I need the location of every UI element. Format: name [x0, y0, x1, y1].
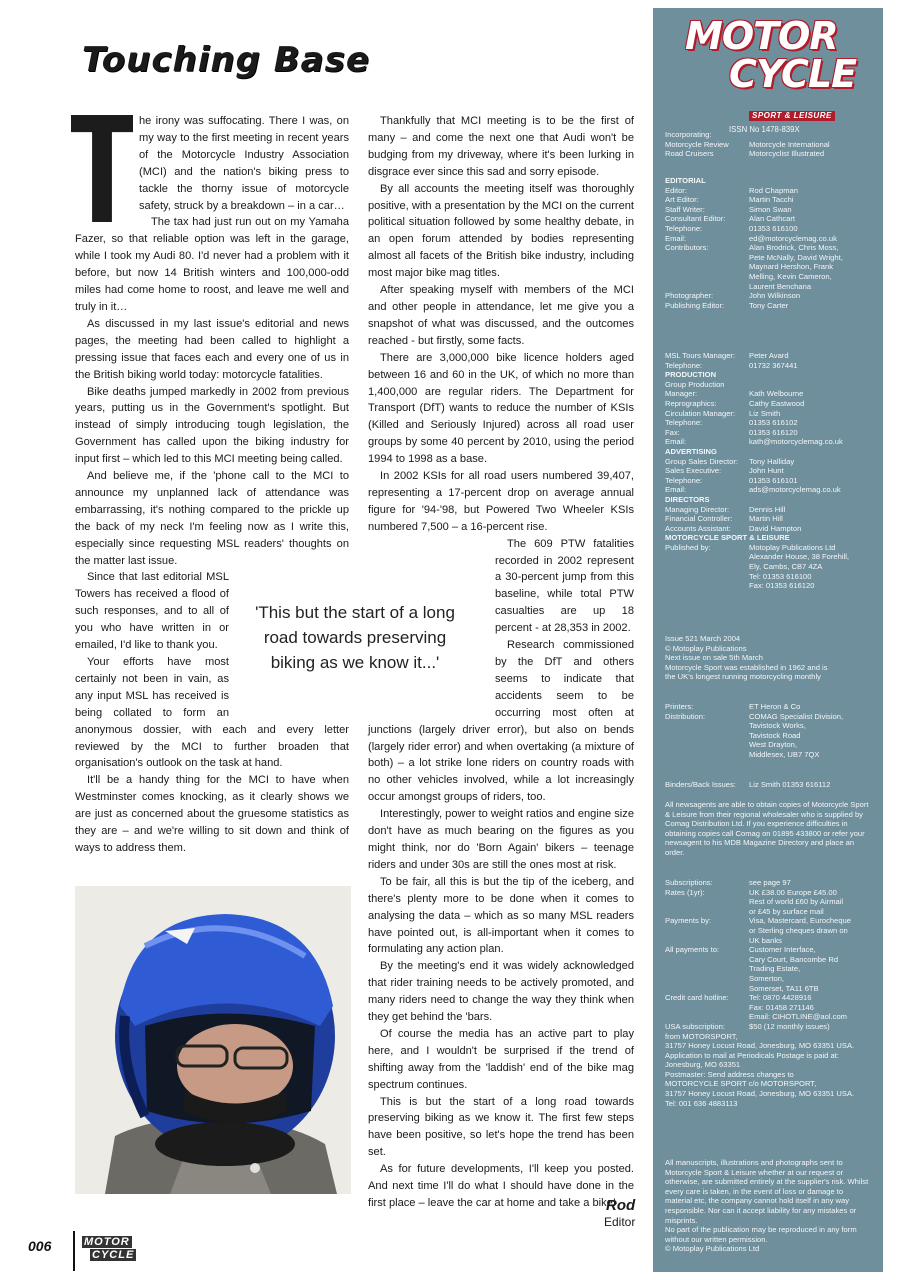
article-paragraph: Bike deaths jumped markedly in 2002 from previous years, putting us in the Government's spotlight. But instead of simply introducing tough legislation, the Government has called upon the biking industry for input first – which led to this MCI meeting being called.: [75, 385, 349, 466]
sb-label: [665, 552, 749, 562]
sb-value: 01353 616102: [749, 418, 798, 428]
article-paragraph: As for future developments, I'll keep you posted. And next time I'll do what I should have done in the first place – leave the car at home and take a bike!: [368, 1163, 634, 1209]
sb-row: [665, 351, 877, 361]
sb-row: [665, 1003, 877, 1013]
sb-value: [749, 130, 877, 140]
subscriptions-block: [665, 878, 877, 1108]
sb-value: Tel: 01353 616100: [749, 571, 812, 581]
sb-row: [665, 214, 877, 224]
editorial-heading: EDITORIAL: [665, 176, 706, 185]
signature-role: Editor: [604, 1215, 636, 1229]
sb-row: [665, 224, 877, 234]
sb-line: the UK's longest running motorcycling monthly: [665, 672, 821, 682]
sb-label: Road Cruisers: [665, 149, 714, 159]
article-paragraph: The tax had just run out on my Yamaha Fazer, so that reliable option was left in the garage, while I took my Audi 80. I'd never had a problem with it before, but now 14 British winters and 100,000-odd miles had come home to roost, and leave me well and truly in it…: [75, 216, 349, 313]
sb-label: Group Production: [665, 379, 725, 389]
sb-label: Photographer:: [665, 291, 714, 301]
sb-row: [665, 485, 877, 495]
sb-value: Cathy Eastwood: [749, 398, 805, 408]
sb-line: Issue 521 March 2004: [665, 634, 741, 643]
sb-value: Fax: 01353 616120: [749, 581, 815, 591]
publisher-heading: MOTORCYCLE SPORT & LEISURE: [665, 533, 790, 543]
sb-label: Subscriptions:: [665, 878, 713, 887]
issn-number: ISSN No 1478-839X: [729, 125, 800, 134]
sb-value: Martin Tacchi: [749, 195, 794, 205]
sb-label: Financial Controller:: [665, 514, 733, 524]
sb-value: ed@motorcyclemag.co.uk: [749, 233, 837, 243]
sb-row: [665, 945, 877, 955]
sb-value: Kath Welbourne: [749, 389, 804, 399]
sb-row: [665, 955, 877, 965]
sb-value: John Hunt: [749, 466, 784, 476]
sb-row: [665, 993, 877, 1003]
sb-row: [665, 984, 877, 994]
sb-value: David Hampton: [749, 523, 802, 533]
article-paragraph: By the meeting's end it was widely acknowledged that rider training needs to be actively promoted, and many riders need to change the way they think when they get behind the 'bars.: [368, 960, 634, 1024]
page-title: Touching Base: [82, 40, 370, 80]
sb-row: [665, 907, 877, 917]
sb-value: 01353 616101: [749, 475, 798, 485]
folio-logo-cycle: CYCLE: [92, 1249, 135, 1261]
sb-label: Distribution:: [665, 711, 706, 721]
sb-label: [665, 282, 749, 292]
masthead-sidebar: [653, 8, 883, 1272]
sb-value: Maynard Hershon, Frank: [749, 262, 833, 272]
sb-value: Motorcyclist Illustrated: [749, 149, 825, 159]
sb-row: [665, 702, 877, 712]
sb-label: Managing Director:: [665, 504, 730, 514]
sb-value: Tavistock Road: [749, 730, 801, 740]
sb-value: Tony Halliday: [749, 456, 795, 466]
sb-value: Somerton,: [749, 973, 785, 983]
folio-divider: [73, 1231, 75, 1271]
signature-name: Rod: [606, 1197, 636, 1214]
sb-value: COMAG Specialist Division,: [749, 711, 844, 721]
sb-label: USA subscription:: [665, 1021, 725, 1031]
binders-block: [665, 780, 877, 790]
sb-row: [665, 243, 877, 253]
sb-value: Rod Chapman: [749, 185, 798, 195]
sb-value: Tavistock Works,: [749, 721, 806, 731]
sb-row: [665, 262, 877, 272]
sb-label: Printers:: [665, 702, 694, 711]
sb-value: 01353 616100: [749, 223, 798, 233]
editor-photo: [75, 886, 351, 1194]
sb-row: [665, 916, 877, 926]
opening-paragraph: he irony was suffocating. There I was, on my way to the first meeting in recent years of the Motorcycle Industry Association (MCI) and the nation's biking press to tackle the thorny issue of motorcycle safety, struck by a breakdown – in a car…: [139, 115, 349, 212]
copyright-line: © Motoplay Publications Ltd: [665, 1244, 760, 1254]
sb-value: ET Heron & Co: [749, 702, 801, 711]
sb-value: Pete McNally, David Wright,: [749, 252, 843, 262]
article-paragraph: Interestingly, power to weight ratios and engine size don't have as much bearing on the figures as you might think, nor do 'Born Again' bikers – teenage riders and under 30s are still the ones most at risk.: [368, 808, 634, 871]
sb-label: [665, 721, 749, 731]
sb-value: Peter Avard: [749, 351, 789, 360]
sb-label: [665, 974, 749, 984]
article-paragraph: Research commissioned by the DfT and others seems to indicate that accidents seem to be occurring most often at junctions (largely driver error), but also on bends (largely rider error) and when overtaking (a mixture of both) – a lot strike lone riders on country roads with no other vehicles involved, while a lot increasingly occur amongst groups of riders, too.: [368, 639, 634, 804]
sb-label: Binders/Back Issues:: [665, 780, 736, 789]
sb-label: Email:: [665, 485, 687, 495]
sb-label: [665, 955, 749, 965]
sb-value: Cary Court, Bancombe Rd: [749, 954, 839, 964]
sb-row: [665, 361, 877, 371]
sb-row: [665, 437, 877, 447]
sb-row: [665, 428, 877, 438]
sb-value: UK £38.00 Europe £45.00: [749, 887, 837, 897]
sb-value: Simon Swan: [749, 204, 792, 214]
sb-label: Fax:: [665, 427, 680, 437]
sb-label: Sales Executive:: [665, 466, 722, 476]
sb-row: [665, 457, 877, 467]
sb-row: [665, 1012, 877, 1022]
sb-value: Middlesex, UB7 7QX: [749, 749, 820, 759]
sb-label: Art Editor:: [665, 195, 699, 205]
article-paragraph: This is but the start of a long road towards preserving biking as we know it. The first few steps have been positive, so let's hope the trend has been set.: [368, 1095, 634, 1159]
advertising-heading: ADVERTISING: [665, 446, 717, 456]
sb-row: [665, 205, 877, 215]
sb-row: [665, 466, 877, 476]
sb-row: [665, 291, 877, 301]
article-paragraph: There are 3,000,000 bike licence holders aged between 16 and 60 in the UK, of which no more than 1,400,000 are regular riders. The Department for Transport (DfT) wants to reduce the number of KSIs (Killed and Seriously Injured) across all road user groups by some 40 percent by 2010, using the period 1994 to 1998 as a base.: [368, 351, 634, 466]
sb-label: Incorporating:: [665, 130, 712, 139]
sb-value: UK banks: [749, 935, 782, 945]
directors-heading: DIRECTORS: [665, 494, 710, 504]
sb-line: Application to mail at Periodicals Postage is paid at:: [665, 1050, 839, 1060]
production-heading: PRODUCTION: [665, 370, 717, 380]
sb-line: 31757 Honey Locust Road, Jonesburg, MO 63351 USA.: [665, 1041, 855, 1051]
sb-label: [665, 750, 749, 760]
pull-quote: 'This but the start of a long road towards preserving biking as we know it...': [255, 603, 455, 672]
sb-line: MOTORCYCLE SPORT c/o MOTORSPORT,: [665, 1079, 817, 1089]
sb-value: Visa, Mastercard, Eurocheque: [749, 916, 852, 926]
sb-label: Email:: [665, 437, 687, 447]
sb-value: Alan Brodrick, Chris Moss,: [749, 243, 839, 253]
sb-value: 01353 616120: [749, 427, 798, 437]
sb-row: [665, 282, 877, 292]
sb-label: [665, 731, 749, 741]
sb-label: [665, 897, 749, 907]
sb-row: [665, 505, 877, 515]
helmet-illustration: [75, 886, 351, 1194]
sb-label: Email:: [665, 233, 687, 243]
folio-logo-motor: MOTOR: [84, 1236, 130, 1248]
logo-cycle-text: CYCLE: [729, 52, 857, 96]
sb-label: Motorcycle Review: [665, 139, 729, 149]
sb-value: Alan Cathcart: [749, 214, 796, 224]
sb-line: from MOTORSPORT,: [665, 1031, 738, 1041]
sb-value: Motoplay Publications Ltd: [749, 542, 836, 552]
sb-value: Motorcycle International: [749, 139, 830, 149]
issue-info: [665, 634, 877, 682]
sb-value: Alexander House, 38 Forehill,: [749, 552, 850, 562]
sb-label: Credit card hotline:: [665, 993, 729, 1003]
sb-value: Melling, Kevin Cameron,: [749, 271, 832, 281]
sb-label: Staff Writer:: [665, 204, 705, 214]
sb-value: or Sterling cheques drawn on: [749, 925, 848, 935]
sb-label: Circulation Manager:: [665, 408, 736, 418]
sb-row: [665, 514, 877, 524]
sb-row: [665, 543, 877, 553]
sb-label: Group Sales Director:: [665, 456, 739, 466]
sb-label: [665, 272, 749, 282]
logo-subtitle: SPORT & LEISURE: [749, 111, 835, 121]
sb-row: [665, 301, 877, 311]
article-paragraph: As discussed in my last issue's editorial and news pages, the meeting had been called to highlight a pressing issue that faces each and every one of us in the British biking world today: motorcycle fatalities.: [75, 317, 349, 381]
copyright-text: No part of the publication may be reproduced in any form without our written permission.: [665, 1225, 857, 1244]
sb-label: [665, 262, 749, 272]
sb-row: [665, 572, 877, 582]
article-column-1: [75, 113, 349, 857]
sb-row: [665, 195, 877, 205]
sb-label: [665, 984, 749, 994]
sb-label: [665, 1003, 749, 1013]
sb-value: see page 97: [749, 878, 791, 887]
sb-label: All payments to:: [665, 945, 720, 955]
sb-row: [665, 552, 877, 562]
sb-value: [749, 380, 877, 390]
article-paragraph: To be fair, all this is but the tip of the iceberg, and there's plenty more to be done when it comes to analysing the data – which as so many MSL readers have pointed out, is all-important when it comes to formulating any action plan.: [368, 875, 634, 956]
sb-row: [665, 476, 877, 486]
sb-label: Telephone:: [665, 475, 703, 485]
sb-value: Customer Interface,: [749, 945, 816, 955]
sb-line: Tel: 001 636 4883113: [665, 1098, 738, 1108]
article-paragraph: In 2002 KSIs for all road users numbered 39,407, representing a 17-percent drop on average annual figure for '94-'98, but Powered Two Wheeler KSIs numbered 7,500 – a 16-percent rise.: [368, 470, 634, 533]
sb-label: [665, 936, 749, 946]
sb-label: [665, 926, 749, 936]
sb-row: [665, 418, 877, 428]
sb-row: [665, 888, 877, 898]
magazine-logo: [679, 14, 859, 124]
sb-line: Postmaster: Send address changes to: [665, 1069, 794, 1079]
newsagents-note: All newsagents are able to obtain copies of Motorcycle Sport & Leisure from their regional wholesaler who is supplied by Comag Distribution Ltd. If you experience difficulties in obtaining copies call Comag on 01895 433800 or refer your newsagent to his MDB Magazine Directory and place an order.: [665, 800, 869, 857]
article-paragraph: By all accounts the meeting itself was thoroughly positive, with a presentation by the MCI on the current political situation followed by some healthy debate, in an open forum attended by bodies representing almost all facets of the British bike industry, including most major bike mag titles.: [368, 182, 634, 280]
article-paragraph: It'll be a handy thing for the MCI to have when Westminster comes knocking, as it clearly shows we are just as concerned about the gruesome statistics as they are – and we're willing to sit down and think of ways to address them.: [75, 774, 349, 854]
sb-label: Reprographics:: [665, 398, 717, 408]
sb-row: [665, 926, 877, 936]
disclaimer-text: All manuscripts, illustrations and photographs sent to Motorcycle Sport & Leisure whether at our request or otherwise, are submitted entirely at the supplier's risk. Whilst every care is taken, in the event of loss or damage to material etc, the company cannot hold itself in any way responsible. Nor can it accept liability for any mistakes or misprints.: [665, 1158, 869, 1225]
sb-row: [665, 780, 877, 790]
sb-row: [665, 186, 877, 196]
sb-row: [665, 562, 877, 572]
sb-line: Next issue on sale 5th March: [665, 653, 763, 663]
sb-value: John Wilkinson: [749, 291, 801, 301]
sb-value: Trading Estate,: [749, 964, 801, 974]
sb-value: Somerset, TA11 6TB: [749, 983, 819, 993]
sb-label: Consultant Editor:: [665, 214, 726, 224]
sb-label: [665, 572, 749, 582]
sb-row: [665, 936, 877, 946]
sb-label: [665, 562, 749, 572]
sb-value: Tel: 0870 4428916: [749, 993, 812, 1003]
sb-value: ads@motorcyclemag.co.uk: [749, 485, 841, 495]
sb-row: [665, 740, 877, 750]
page-number: 006: [28, 1238, 52, 1254]
sb-label: Rates (1yr):: [665, 887, 705, 897]
sb-row: [665, 524, 877, 534]
sb-value: West Drayton,: [749, 740, 797, 750]
disclaimer: [665, 1158, 871, 1254]
sb-row: [665, 712, 877, 722]
sb-value: kath@motorcyclemag.co.uk: [749, 437, 843, 447]
sb-value: Rest of world £60 by Airmail: [749, 897, 844, 907]
sb-label: Published by:: [665, 542, 711, 552]
sb-value: Tony Carter: [749, 300, 789, 310]
sb-value: Email: CIHOTLINE@aol.com: [749, 1012, 848, 1022]
tours-block: [665, 351, 877, 591]
editorial-block: [665, 176, 877, 310]
sb-row: [665, 389, 877, 399]
sb-label: [665, 907, 749, 917]
sb-value: Ely, Cambs, CB7 4ZA: [749, 562, 823, 572]
sb-line: 31757 Honey Locust Road, Jonesburg, MO 63351 USA.: [665, 1089, 855, 1099]
article-paragraph: And believe me, if the 'phone call to the MCI to announce my unplanned lack of attendance was embarrassing, it's nothing compared to the prickle up the back of my neck I'm feeling now as I write this, especially since requesting MSL readers' thoughts on the matter last issue.: [75, 470, 349, 567]
sb-label: Telephone:: [665, 360, 703, 370]
article-paragraph: Of course the media has an active part to play here, and I wouldn't be surprised if the trend of shifting away from the 'laddish' end of the bike mag spectrum continues.: [368, 1027, 634, 1091]
sb-label: Telephone:: [665, 418, 703, 428]
sb-label: Payments by:: [665, 916, 712, 926]
sb-row: [665, 581, 877, 591]
sb-row: [665, 272, 877, 282]
sb-row: [665, 399, 877, 409]
sb-value: Martin Hill: [749, 514, 783, 524]
sb-row: [665, 380, 877, 390]
sb-label: [665, 1012, 749, 1022]
sb-label: [665, 964, 749, 974]
sb-label: Accounts Assistant:: [665, 523, 731, 533]
sb-row: [665, 721, 877, 731]
sb-row: [665, 750, 877, 760]
sb-label: MSL Tours Manager:: [665, 351, 736, 360]
sb-label: Editor:: [665, 185, 687, 195]
sb-value: or £45 by surface mail: [749, 906, 824, 916]
article-paragraph: After speaking myself with members of the MCI and other people in attendance, let me give you a snapshot of what was discussed, and the outcomes reached - but firstly, some facts.: [368, 284, 634, 347]
sb-label: Manager:: [665, 389, 698, 399]
sb-row: [665, 409, 877, 419]
sb-label: [665, 740, 749, 750]
sb-row: [665, 253, 877, 263]
sb-row: [665, 1022, 877, 1032]
sb-label: [665, 581, 749, 591]
article-paragraph: Your efforts have most certainly not been in vain, as any input MSL has received is being collated to form an anonymous dossier, with each and every letter reviewed by the MCI to further broaden that organisation's outlook on the task at hand.: [75, 656, 349, 770]
logo-motor-text: MOTOR: [685, 14, 838, 58]
sb-value: Liz Smith: [749, 408, 781, 418]
article-paragraph: Thankfully that MCI meeting is to be the first of many – and come the next one that Audi won't be budging from my driveway, where it's been lurking in disgrace ever since this sad and sorry episode.: [368, 115, 634, 178]
article-paragraph: Since that last editorial MSL Towers has received a flood of such responses, and to all of you who have written in or emailed, I'd like to thank you.: [75, 571, 229, 652]
sb-value: Liz Smith 01353 616112: [749, 780, 831, 789]
sb-value: 01732 367441: [749, 360, 798, 370]
sb-value: Fax: 01458 271146: [749, 1002, 814, 1012]
sb-line: Jonesburg, MO 63351: [665, 1060, 741, 1070]
sb-label: Publishing Editor:: [665, 300, 725, 310]
sb-label: Contributors:: [665, 243, 709, 253]
sb-row: [665, 974, 877, 984]
sb-line: Motorcycle Sport was established in 1962 and is: [665, 662, 828, 672]
incorporating-block: [665, 130, 877, 159]
sb-value: $50 (12 monthly issues): [749, 1021, 830, 1031]
sb-value: Laurent Benchana: [749, 281, 812, 291]
sb-row: [665, 964, 877, 974]
sb-label: [665, 253, 749, 263]
sb-label: Telephone:: [665, 223, 703, 233]
printers-block: [665, 702, 877, 760]
sb-row: [665, 234, 877, 244]
sb-row: [665, 897, 877, 907]
sb-line: © Motoplay Publications: [665, 643, 747, 653]
sb-row: [665, 878, 877, 888]
sb-row: [665, 731, 877, 741]
article-paragraph: The 609 PTW fatalities recorded in 2002 represent a 30-percent jump from this baseline, while total PTW casualties are up 18 percent - at 28,353 in 2002.: [495, 537, 634, 635]
sb-value: Dennis Hill: [749, 504, 786, 514]
